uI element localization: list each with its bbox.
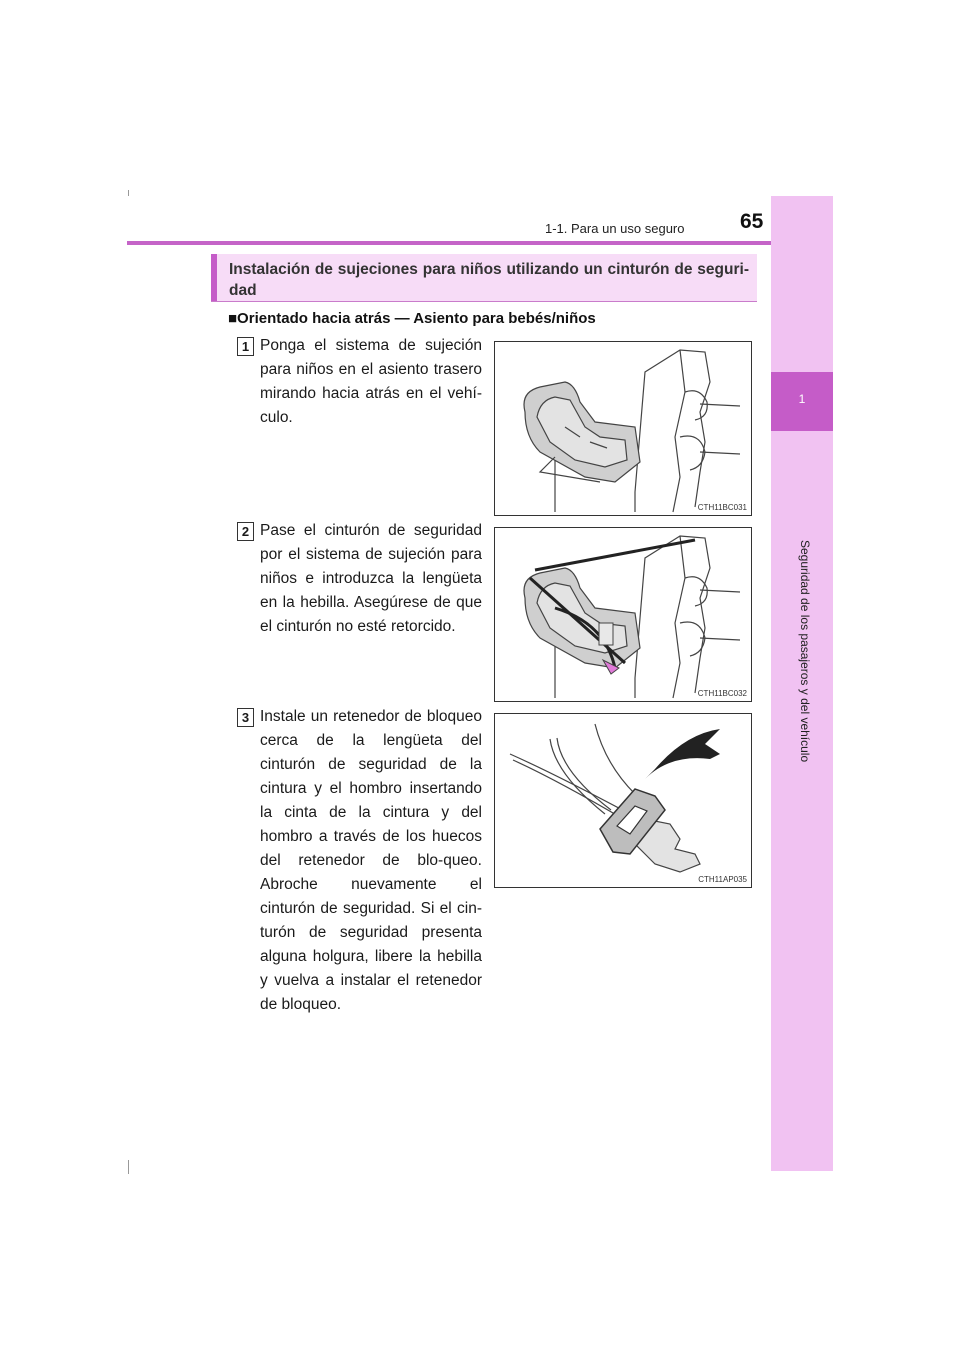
section-title: Instalación de sujeciones para niños utilizando un cinturón de seguri-dad [229, 261, 749, 299]
crop-mark [128, 1160, 129, 1174]
chapter-number: 1 [798, 392, 806, 406]
figure-child-seat-placed [494, 341, 752, 516]
figure-belt-routing [494, 527, 752, 702]
header-rule [127, 241, 833, 245]
header-section-title: 1-1. Para un uso seguro [545, 221, 685, 236]
subheading: ■Orientado hacia atrás — Asiento para bebés/niños [228, 310, 596, 327]
section-title-box [211, 254, 757, 301]
chapter-title [792, 540, 812, 600]
page-number: 65 [740, 210, 764, 233]
figure-code: CTH11AP035 [698, 875, 747, 884]
step-number-badge: 3 [237, 708, 254, 727]
section-box-underline [211, 301, 757, 302]
belt-routing-illustration [495, 528, 751, 701]
child-seat-illustration [495, 342, 751, 515]
step-number-badge: 2 [237, 522, 254, 541]
locking-clip-illustration [495, 714, 751, 887]
figure-locking-clip [494, 713, 752, 888]
figure-code: CTH11BC031 [697, 503, 747, 512]
step-text: Instale un retenedor de bloqueo cerca de la lengüeta del cinturón de seguridad de la cintura y el hombro insertando la cinta de la cintura y del hombro a través de los huecos del retenedor de blo-queo. Abroche nuevamente el cinturón de seguridad. Si el cin-turón de seguridad presenta alguna holgura, libere la hebilla y vuelva a instalar el retenedor de bloqueo. [260, 708, 482, 1013]
step-text: Pase el cinturón de seguridad por el sistema de sujeción para niños e introduzca la lengüeta en la hebilla. Asegúrese de que el cinturón no esté retorcido. [260, 522, 482, 635]
step-text: Ponga el sistema de sujeción para niños en el asiento trasero mirando hacia atrás en el vehí-culo. [260, 337, 482, 426]
crop-mark [128, 190, 129, 196]
step-number-badge: 1 [237, 337, 254, 356]
figure-code: CTH11BC032 [697, 689, 747, 698]
